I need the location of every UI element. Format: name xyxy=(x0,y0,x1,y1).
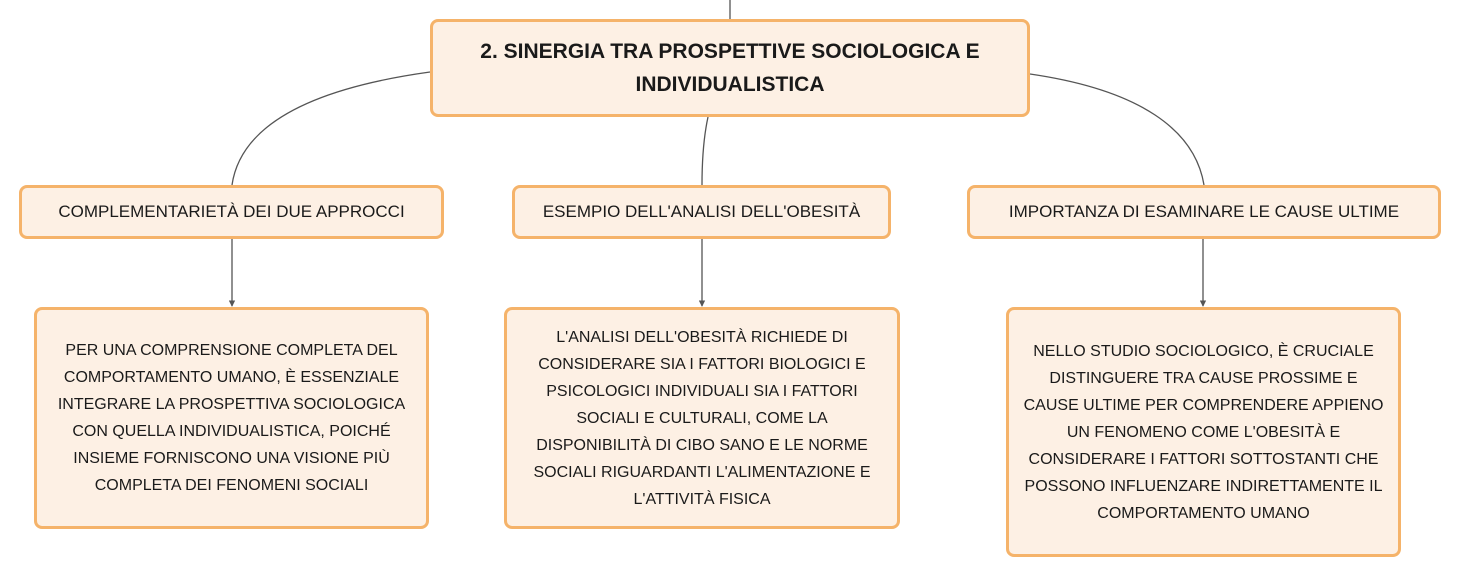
detail-node-cause-ultime[interactable] xyxy=(1006,307,1401,557)
topic-node-complementarieta[interactable] xyxy=(19,185,444,239)
detail-node-esempio-obesita[interactable] xyxy=(504,307,900,529)
detail-node-text: NELLO STUDIO SOCIOLOGICO, È CRUCIALE DISTINGUERE TRA CAUSE PROSSIME E CAUSE ULTIME PER COMPRENDERE APPIENO UN FENOMENO COME L'OBESITÀ E CONSIDERARE I FATTORI SOTTOSTANTI CHE POSSONO INFLUENZARE INDIRETTAMENTE IL COMPORTAMENTO UMANO xyxy=(1023,342,1384,522)
connector-root-to-topic-3 xyxy=(1030,74,1204,185)
topic-node-cause-ultime[interactable] xyxy=(967,185,1441,239)
root-node[interactable] xyxy=(430,19,1030,117)
topic-node-label: COMPLEMENTARIETÀ DEI DUE APPROCCI xyxy=(58,202,405,221)
topic-node-esempio-obesita[interactable] xyxy=(512,185,891,239)
connector-root-to-topic-2 xyxy=(702,117,708,185)
connector-root-to-topic-1 xyxy=(232,72,430,185)
detail-node-complementarieta[interactable] xyxy=(34,307,429,529)
topic-node-label: IMPORTANZA DI ESAMINARE LE CAUSE ULTIME xyxy=(1008,202,1400,221)
topic-node-label: ESEMPIO DELL'ANALISI DELL'OBESITÀ xyxy=(542,202,861,221)
detail-node-text: PER UNA COMPRENSIONE COMPLETA DEL COMPORTAMENTO UMANO, È ESSENZIALE INTEGRARE LA PROSPETTIVA SOCIOLOGICA CON QUELLA INDIVIDUALISTICA, POICHÉ INSIEME FORNISCONO UNA VISIONE PIÙ COMPLETA DEI FENOMENI SOCIALI xyxy=(57,342,406,494)
root-node-label: 2. SINERGIA TRA PROSPETTIVE SOCIOLOGICA E INDIVIDUALISTICA xyxy=(480,40,980,96)
detail-node-text: L'ANALISI DELL'OBESITÀ RICHIEDE DI CONSIDERARE SIA I FATTORI BIOLOGICI E PSICOLOGICI INDIVIDUALI SIA I FATTORI SOCIALI E CULTURALI, COME LA DISPONIBILITÀ DI CIBO SANO E LE NORME SOCIALI RIGUARDANTI L'ALIMENTAZIONE E L'ATTIVITÀ FISICA xyxy=(533,328,871,508)
